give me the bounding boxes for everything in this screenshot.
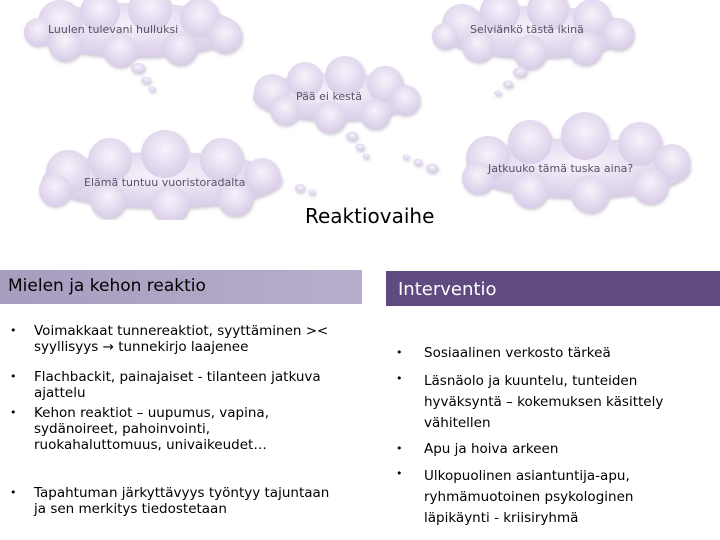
cloud-4-text: Jatkuuko tämä tuska aina? [488, 162, 634, 175]
list-item-text: Voimakkaat tunnereaktiot, syyttäminen >< syyllisyys → tunnekirjo laajenee [34, 323, 329, 355]
right-column-header: Interventio [386, 271, 720, 306]
page-title: Reaktiovaihe [305, 204, 435, 228]
thought-cloud-2 [432, 0, 634, 96]
list-item-text: Läsnäolo ja kuuntelu, tunteiden hyväksyntä – kokemuksen käsittely vähitellen [424, 373, 664, 431]
list-item-text: Ulkopuolinen asiantuntija-apu, ryhmämuotoinen psykologinen läpikäynti - kriisiryhmä [424, 468, 634, 526]
left-column-header: Mielen ja kehon reaktio [0, 270, 362, 304]
cloud-1-text: Luulen tulevani hulluksi [48, 23, 179, 36]
cloud-3-text: Pää ei kestä [296, 90, 362, 103]
cloud-2-text: Selviänkö tästä ikinä [470, 23, 584, 36]
thought-cloud-3 [253, 56, 420, 158]
list-item-text: Flachbackit, painajaiset - tilanteen jatkuva ajattelu [34, 369, 321, 401]
thought-cloud-1 [24, 0, 242, 92]
cloud-5-text: Elämä tuntuu vuoristoradalta [84, 176, 246, 189]
list-item-text: Apu ja hoiva arkeen [424, 441, 559, 457]
list-item-text: Sosiaalinen verkosto tärkeä [424, 345, 611, 361]
thought-cloud-5 [39, 130, 316, 220]
list-item-text: Tapahtuman järkyttävyys työntyy tajuntaan ja sen merkitys tiedostetaan [34, 485, 330, 517]
list-item-text: Kehon reaktiot – uupumus, vapina, sydänoireet, pahoinvointi, ruokahaluttomuus, univaikeudet… [34, 405, 269, 453]
